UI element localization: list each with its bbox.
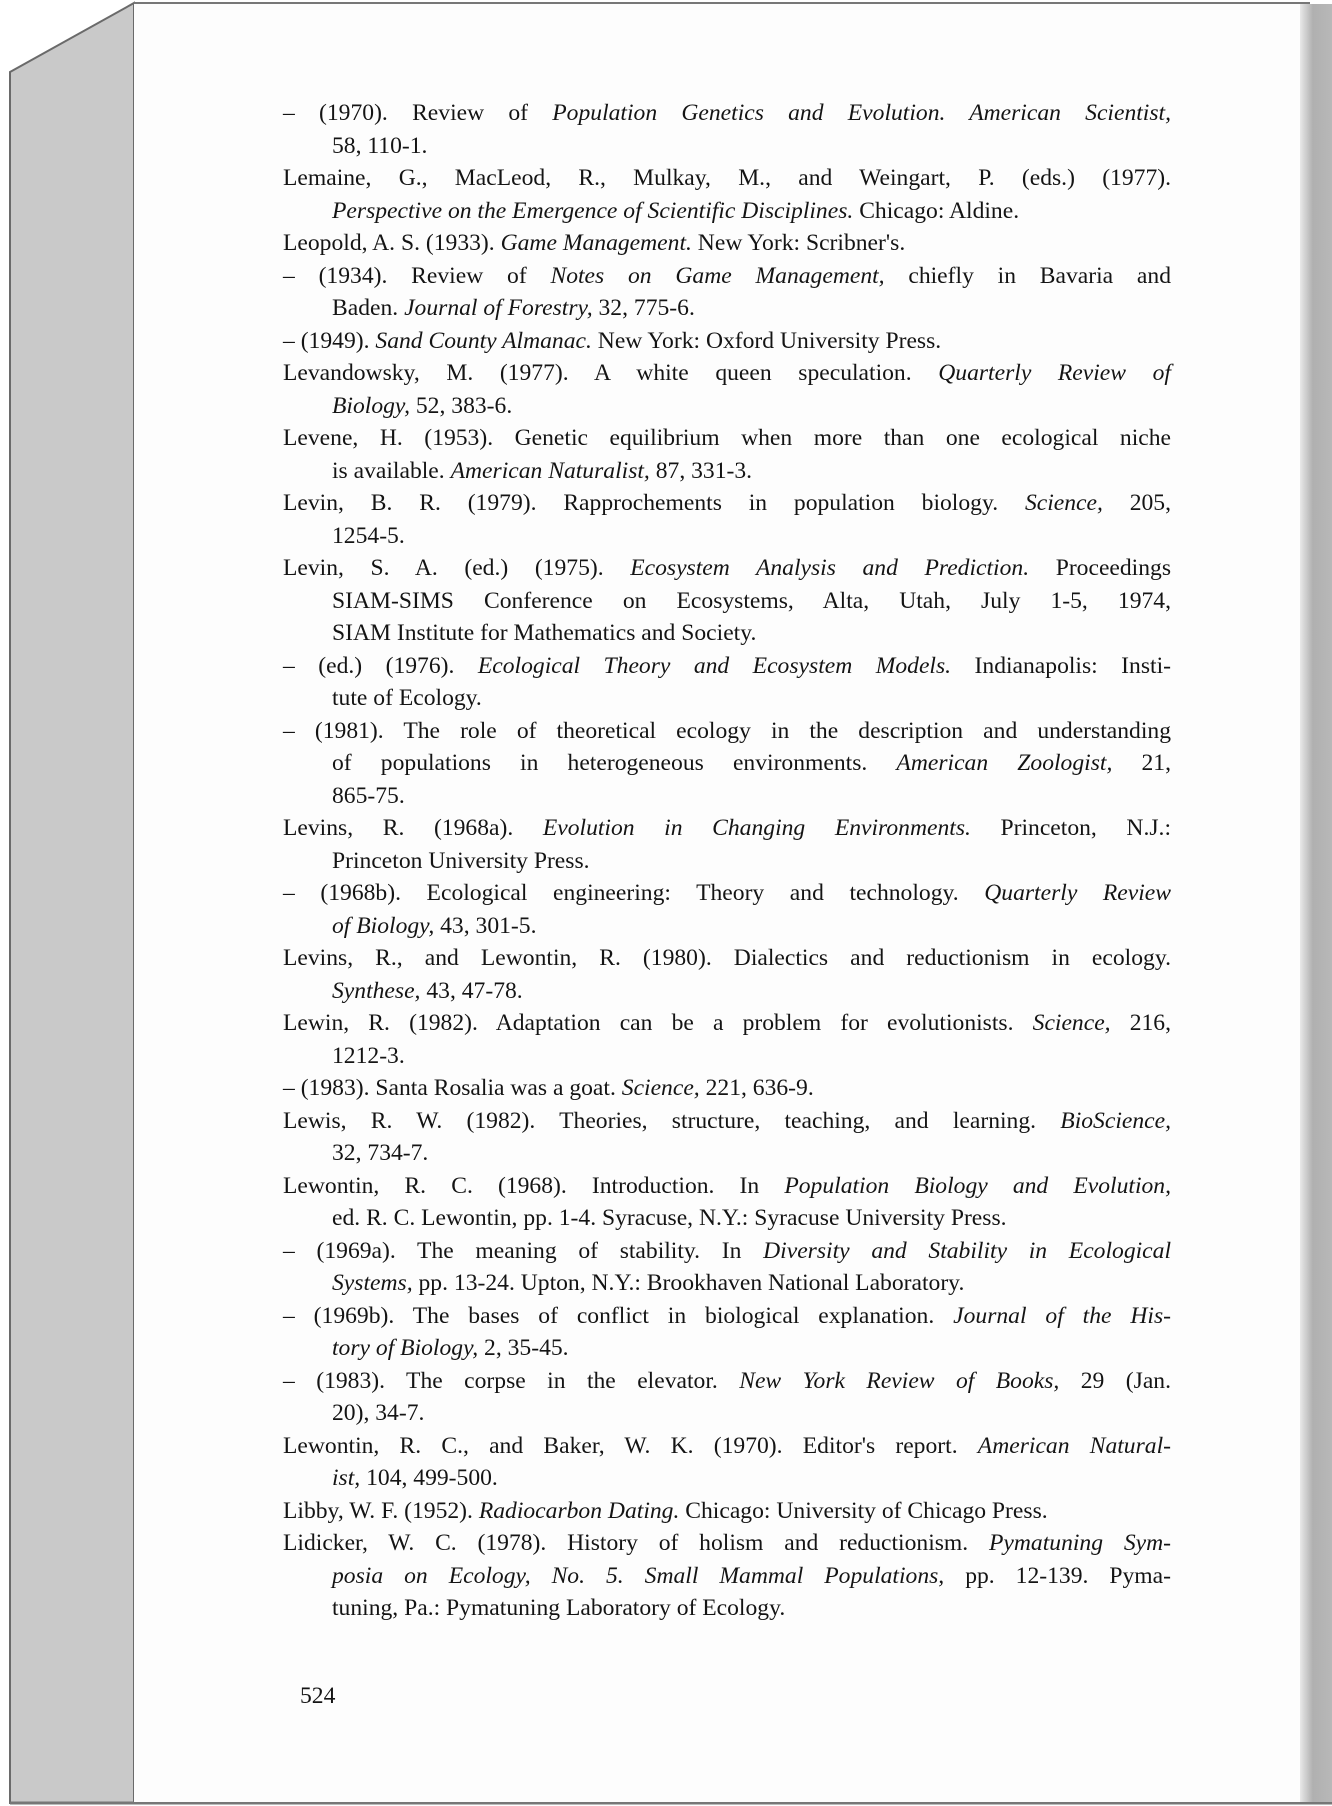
reference-line	[283, 390, 1171, 423]
italic-title-text: American Natural-	[977, 1432, 1171, 1459]
reference-line	[283, 325, 1171, 358]
reference-line	[283, 227, 1171, 260]
reference-text: Lewin, R. (1982). Adaptation can be a problem for evolutionists.	[283, 1010, 1033, 1036]
reference-line	[283, 195, 1171, 228]
reference-line	[283, 162, 1171, 195]
italic-title-text: Journal of Forestry,	[404, 295, 593, 321]
reference-entry	[283, 650, 1171, 715]
reference-text: 1254-5.	[332, 522, 405, 549]
reference-line	[283, 1462, 1171, 1495]
italic-title-text: Science,	[621, 1075, 700, 1101]
reference-entry	[283, 1300, 1171, 1365]
reference-line	[283, 715, 1171, 748]
reference-line	[283, 585, 1171, 618]
reference-line	[283, 1202, 1171, 1235]
italic-title-text: Science,	[1024, 490, 1103, 516]
reference-text: 32, 775-6.	[592, 295, 695, 321]
italic-title-text: Sand County Almanac.	[375, 327, 592, 354]
page-edge-shadow	[1300, 4, 1332, 1802]
reference-text: SIAM-SIMS Conference on Ecosystems, Alta, Utah, July 1-5, 1974,	[332, 587, 1171, 614]
reference-entry	[283, 260, 1171, 325]
reference-text: chiefly in Bavaria and	[884, 262, 1171, 289]
reference-text: ed. R. C. Lewontin, pp. 1-4. Syracuse, N.Y.: Syracuse University Press.	[332, 1205, 1007, 1231]
italic-title-text: Ecosystem Analysis and Prediction.	[630, 555, 1030, 581]
page-number: 524	[300, 1683, 336, 1709]
reference-line	[283, 1592, 1171, 1625]
reference-text: Chicago: University of Chicago Press.	[679, 1497, 1048, 1524]
reference-line	[283, 617, 1171, 650]
italic-title-text: Population Biology and Evolution,	[784, 1172, 1171, 1199]
reference-line	[283, 455, 1171, 488]
reference-line	[283, 1267, 1171, 1300]
reference-text: Levins, R. (1968a).	[283, 815, 543, 841]
italic-title-text: tory of Biology,	[332, 1335, 479, 1361]
italic-title-text: Systems,	[332, 1270, 413, 1296]
reference-line	[283, 1560, 1171, 1593]
reference-text: New York: Scribner's.	[691, 230, 906, 256]
reference-line	[283, 487, 1171, 520]
italic-title-text: Radiocarbon Dating.	[478, 1497, 680, 1524]
reference-text: tute of Ecology.	[332, 685, 482, 711]
reference-line	[283, 552, 1171, 585]
reference-text: Levandowsky, M. (1977). A white queen speculation.	[283, 360, 939, 386]
reference-text: Levin, S. A. (ed.) (1975).	[283, 555, 631, 581]
reference-line	[283, 780, 1171, 813]
reference-entry	[283, 942, 1171, 1007]
reference-line	[283, 812, 1171, 845]
italic-title-text: Journal of the His-	[953, 1302, 1171, 1329]
reference-line	[283, 1105, 1171, 1138]
reference-list	[283, 97, 1171, 1625]
reference-entry	[283, 1527, 1171, 1625]
reference-text: tuning, Pa.: Pymatuning Laboratory of Ecology.	[332, 1595, 786, 1621]
italic-title-text: Evolution in Changing Environments.	[542, 815, 971, 841]
reference-text: Lewontin, R. C., and Baker, W. K. (1970). Editor's report.	[283, 1432, 978, 1459]
reference-line	[283, 97, 1171, 130]
italic-title-text: Quarterly Review of	[938, 360, 1171, 386]
reference-line	[283, 1430, 1171, 1463]
reference-text: 205,	[1102, 490, 1171, 516]
reference-line	[283, 292, 1171, 325]
reference-line	[283, 1495, 1171, 1528]
italic-title-text: Pymatuning Sym-	[989, 1530, 1171, 1556]
reference-entry	[283, 422, 1171, 487]
reference-entry	[283, 162, 1171, 227]
reference-text: 104, 499-500.	[360, 1465, 498, 1491]
reference-entry	[283, 1235, 1171, 1300]
reference-entry	[283, 357, 1171, 422]
reference-text: Chicago: Aldine.	[853, 197, 1020, 224]
reference-text: 52, 383-6.	[409, 392, 513, 419]
reference-line	[283, 845, 1171, 878]
reference-text: 216,	[1110, 1010, 1172, 1036]
reference-text: – (ed.) (1976).	[283, 652, 478, 679]
reference-text: Lemaine, G., MacLeod, R., Mulkay, M., and Weingart, P. (eds.) (1977).	[283, 165, 1171, 191]
reference-text: Levene, H. (1953). Genetic equilibrium when more than one ecological niche	[283, 425, 1171, 451]
reference-entry	[283, 715, 1171, 813]
reference-line	[283, 942, 1171, 975]
reference-text: 1212-3.	[332, 1042, 405, 1069]
reference-line	[283, 260, 1171, 293]
reference-line	[283, 1137, 1171, 1170]
reference-entry	[283, 1430, 1171, 1495]
italic-title-text: New York Review of Books,	[739, 1367, 1060, 1394]
reference-entry	[283, 487, 1171, 552]
reference-line	[283, 1332, 1171, 1365]
reference-text: – (1983). Santa Rosalia was a goat.	[283, 1075, 622, 1101]
reference-entry	[283, 1007, 1171, 1072]
reference-text: – (1968b). Ecological engineering: Theory and technology.	[283, 880, 985, 906]
italic-title-text: American Naturalist,	[450, 457, 650, 484]
reference-line	[283, 1040, 1171, 1073]
reference-text: Lewontin, R. C. (1968). Introduction. In	[283, 1172, 785, 1199]
reference-entry	[283, 1495, 1171, 1528]
reference-text: Proceedings	[1029, 555, 1172, 581]
italic-title-text: BioScience,	[1060, 1107, 1171, 1134]
reference-text: 221, 636-9.	[699, 1075, 814, 1101]
reference-entry	[283, 325, 1171, 358]
reference-text: – (1970). Review of	[283, 100, 553, 126]
italic-title-text: Diversity and Stability in Ecological	[763, 1237, 1171, 1264]
italic-title-text: ist,	[332, 1465, 361, 1491]
reference-entry	[283, 552, 1171, 650]
italic-title-text: Science,	[1032, 1010, 1111, 1036]
reference-text: – (1983). The corpse in the elevator.	[283, 1367, 740, 1394]
reference-text: 43, 47-78.	[420, 977, 523, 1004]
reference-line	[283, 1397, 1171, 1430]
reference-line	[283, 1527, 1171, 1560]
reference-line	[283, 130, 1171, 163]
italic-title-text: Synthese,	[332, 977, 421, 1004]
reference-entry	[283, 227, 1171, 260]
reference-line	[283, 520, 1171, 553]
reference-text: Leopold, A. S. (1933).	[283, 230, 501, 256]
reference-text: is available.	[332, 457, 451, 484]
reference-line	[283, 747, 1171, 780]
reference-text: Lidicker, W. C. (1978). History of holism and reductionism.	[283, 1530, 989, 1556]
reference-text: 87, 331-3.	[649, 457, 753, 484]
reference-line	[283, 1365, 1171, 1398]
italic-title-text: American Zoologist,	[896, 750, 1113, 776]
italic-title-text: Biology,	[332, 392, 410, 419]
reference-text: pp. 13-24. Upton, N.Y.: Brookhaven National Laboratory.	[412, 1270, 965, 1296]
reference-line	[283, 650, 1171, 683]
reference-text: New York: Oxford University Press.	[591, 327, 942, 354]
reference-line	[283, 975, 1171, 1008]
book-spine	[10, 3, 134, 1803]
reference-text: – (1934). Review of	[283, 262, 551, 289]
italic-title-text: Quarterly Review	[984, 880, 1171, 906]
reference-text: – (1969b). The bases of conflict in biological explanation.	[283, 1302, 954, 1329]
reference-text: 2, 35-45.	[478, 1335, 569, 1361]
reference-line	[283, 1007, 1171, 1040]
reference-text: 21,	[1112, 750, 1171, 776]
reference-line	[283, 877, 1171, 910]
reference-text: Princeton University Press.	[332, 847, 590, 874]
reference-text: Indianapolis: Insti-	[951, 652, 1171, 679]
italic-title-text: of Biology,	[332, 912, 435, 939]
italic-title-text: Notes on Game Management,	[550, 262, 885, 289]
reference-line	[283, 422, 1171, 455]
reference-entry	[283, 1170, 1171, 1235]
reference-line	[283, 682, 1171, 715]
reference-entry	[283, 1072, 1171, 1105]
reference-text: Libby, W. F. (1952).	[283, 1497, 479, 1524]
reference-entry	[283, 812, 1171, 877]
italic-title-text: Population Genetics and Evolution. American Scientist,	[552, 100, 1171, 126]
reference-text: – (1981). The role of theoretical ecology in the description and understanding	[283, 717, 1171, 744]
reference-entry	[283, 1105, 1171, 1170]
reference-line	[283, 357, 1171, 390]
reference-line	[283, 1170, 1171, 1203]
reference-text: 29 (Jan.	[1059, 1367, 1171, 1394]
reference-text: 20), 34-7.	[332, 1400, 425, 1426]
reference-text: Lewis, R. W. (1982). Theories, structure, teaching, and learning.	[283, 1107, 1061, 1134]
reference-text: 43, 301-5.	[434, 912, 537, 939]
reference-text: 32, 734-7.	[332, 1140, 429, 1166]
italic-title-text: posia on Ecology, No. 5. Small Mammal Populations,	[332, 1562, 945, 1589]
reference-text: – (1969a). The meaning of stability. In	[283, 1237, 764, 1264]
reference-text: SIAM Institute for Mathematics and Society.	[332, 620, 757, 646]
reference-text: of populations in heterogeneous environments.	[332, 750, 897, 776]
reference-text: Princeton, N.J.:	[970, 815, 1172, 841]
reference-entry	[283, 97, 1171, 162]
reference-line	[283, 1072, 1171, 1105]
reference-entry	[283, 877, 1171, 942]
reference-text: Levin, B. R. (1979). Rapprochements in population biology.	[283, 490, 1025, 516]
reference-line	[283, 1300, 1171, 1333]
reference-line	[283, 910, 1171, 943]
italic-title-text: Perspective on the Emergence of Scientific Disciplines.	[332, 197, 854, 224]
reference-text: 58, 110-1.	[332, 132, 428, 159]
reference-text: pp. 12-139. Pyma-	[944, 1562, 1171, 1589]
reference-text: – (1949).	[283, 327, 376, 354]
reference-line	[283, 1235, 1171, 1268]
reference-text: 865-75.	[332, 782, 405, 809]
reference-text: Levins, R., and Lewontin, R. (1980). Dialectics and reductionism in ecology.	[283, 945, 1171, 971]
italic-title-text: Game Management.	[500, 230, 692, 256]
reference-text: Baden.	[332, 295, 405, 321]
italic-title-text: Ecological Theory and Ecosystem Models.	[477, 652, 952, 679]
reference-entry	[283, 1365, 1171, 1430]
